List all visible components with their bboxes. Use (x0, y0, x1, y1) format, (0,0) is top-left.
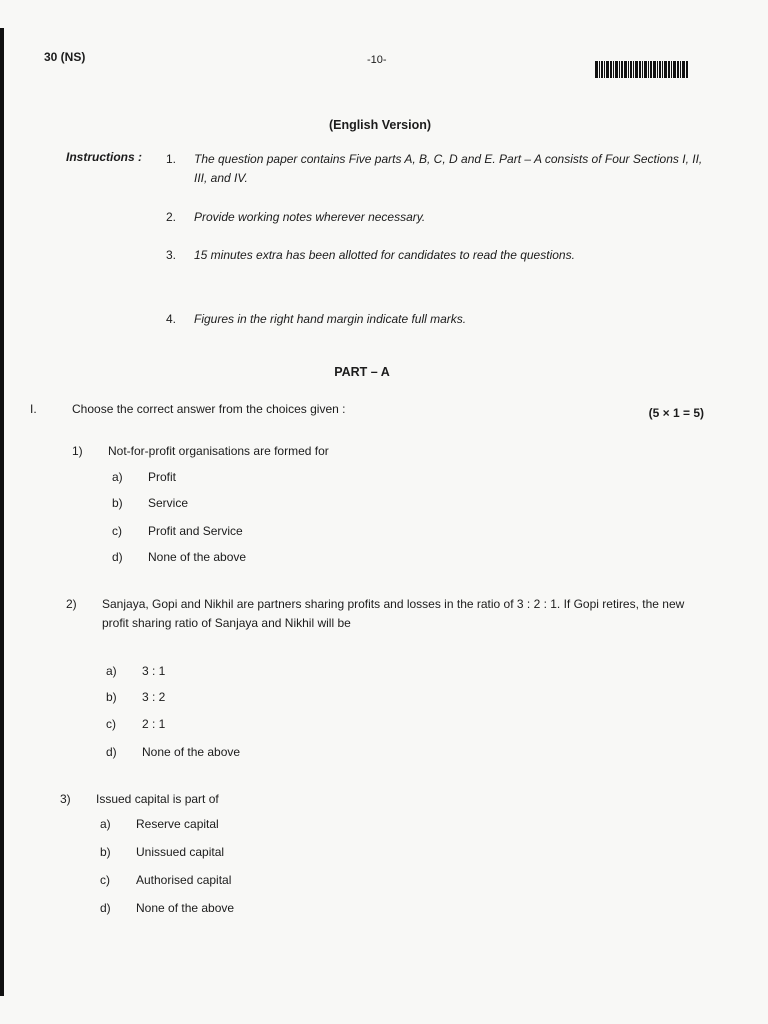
option-label: b) (106, 690, 117, 704)
option-text: Service (148, 496, 189, 510)
instruction-text: Provide working notes wherever necessary. (194, 210, 426, 224)
version-heading: (English Version) (328, 118, 432, 132)
option-label: d) (112, 550, 123, 564)
part-title: PART – A (334, 365, 390, 379)
option-label: c) (100, 873, 110, 887)
option-label: c) (112, 524, 122, 538)
section-number: I. (30, 402, 37, 416)
option-label: a) (100, 817, 111, 831)
instruction-text: 15 minutes extra has been allotted for candidates to read the questions. (194, 248, 575, 262)
option-label: b) (100, 845, 111, 859)
option-label: a) (106, 664, 117, 678)
question-text: Issued capital is part of (96, 792, 219, 806)
option-text: None of the above (148, 550, 247, 564)
instruction-text: Figures in the right hand margin indicate full marks. (194, 312, 467, 326)
page-left-edge (0, 28, 4, 996)
instruction-item (166, 246, 709, 265)
question-number: 1) (72, 444, 83, 458)
instructions-label: Instructions : (66, 150, 143, 164)
option-text: Profit (148, 470, 177, 484)
instruction-number: 1. (166, 152, 177, 166)
question-text: Not-for-profit organisations are formed for (108, 444, 329, 458)
instruction-item (166, 150, 709, 188)
instruction-number: 2. (166, 210, 177, 224)
option-label: b) (112, 496, 123, 510)
question-number: 3) (60, 792, 71, 806)
instruction-text: The question paper contains Five parts A, B, C, D and E. Part – A consists of Four Sections I, II, III, and IV. (194, 152, 703, 185)
option-label: d) (106, 745, 117, 759)
instruction-item (166, 310, 709, 329)
option-text: None of the above (142, 745, 241, 759)
option-text: 3 : 1 (142, 664, 166, 678)
page-number: -10- (367, 54, 387, 66)
option-text: None of the above (136, 901, 235, 915)
option-text: Profit and Service (148, 524, 243, 538)
question-text: Sanjaya, Gopi and Nikhil are partners sharing profits and losses in the ratio of 3 : 2 : 1. If Gopi retires, the new profit sharing ratio of Sanjaya and Nikhil will be (102, 597, 685, 630)
section-instruction: Choose the correct answer from the choices given : (72, 402, 346, 416)
option-text: 3 : 2 (142, 690, 166, 704)
instruction-number: 4. (166, 312, 177, 326)
option-label: a) (112, 470, 123, 484)
option-label: c) (106, 717, 116, 731)
instruction-number: 3. (166, 248, 177, 262)
option-text: Unissued capital (136, 845, 225, 859)
barcode-icon (595, 61, 701, 78)
option-text: Reserve capital (136, 817, 219, 831)
option-text: Authorised capital (136, 873, 232, 887)
paper-code: 30 (NS) (44, 50, 86, 64)
section-marks: (5 × 1 = 5) (648, 406, 704, 420)
option-label: d) (100, 901, 111, 915)
instruction-item (166, 208, 709, 227)
question-number: 2) (66, 597, 77, 611)
option-text: 2 : 1 (142, 717, 166, 731)
